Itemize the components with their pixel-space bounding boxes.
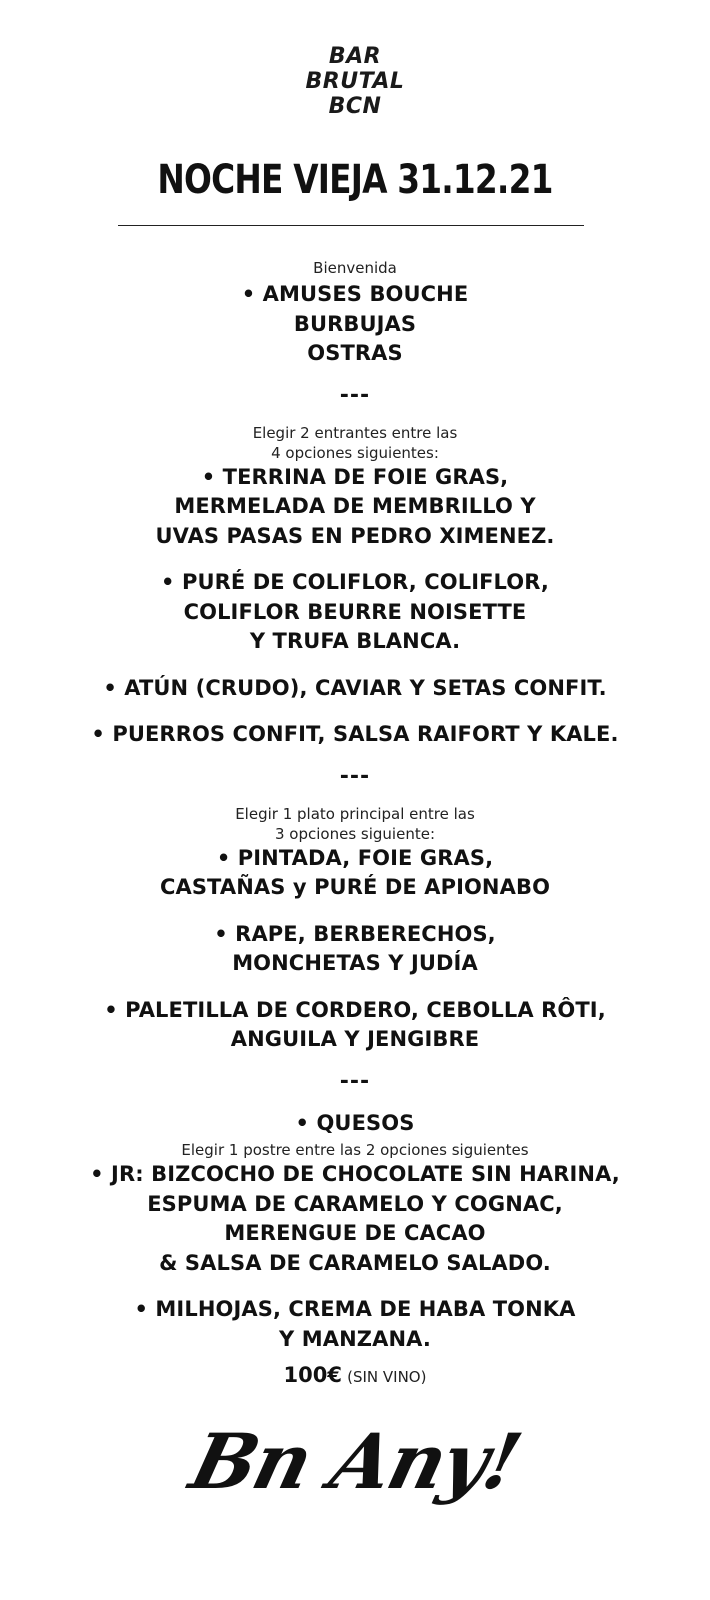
starters-section [0, 423, 710, 750]
dish-line: MERMELADA DE MEMBRILLO Y [174, 494, 536, 518]
dish-line: • ATÚN (CRUDO), CAVIAR Y SETAS CONFIT. [103, 675, 607, 700]
welcome-item: • AMUSES BOUCHE [241, 282, 469, 306]
dish-line: CASTAÑAS y PURÉ DE APIONABO [159, 875, 551, 899]
dish-line: MONCHETAS Y JUDÍA [232, 951, 478, 975]
welcome-intro: Bienvenida [313, 259, 397, 277]
dish-line: ANGUILA Y JENGIBRE [230, 1027, 480, 1051]
price-line [0, 1363, 710, 1387]
dish-line: • PUERROS CONFIT, SALSA RAIFORT Y KALE. [91, 722, 619, 746]
logo-line-bcn: BCN [328, 94, 382, 119]
dessert-dish [0, 1295, 710, 1354]
welcome-item: BURBUJAS [293, 311, 417, 336]
logo-line-bar: BAR [328, 44, 382, 69]
dish-line: COLIFLOR BEURRE NOISETTE [183, 599, 527, 624]
starters-intro-line: Elegir 2 entrantes entre las [252, 423, 458, 442]
dish-line: UVAS PASAS EN PEDRO XIMENEZ. [155, 523, 555, 548]
dish-line: • PALETILLA DE CORDERO, CEBOLLA RÔTI, [104, 997, 606, 1022]
welcome-item: OSTRAS [307, 341, 403, 365]
dish-line: ESPUMA DE CARAMELO Y COGNAC, [147, 1191, 563, 1216]
dish-line: • MILHOJAS, CREMA DE HABA TONKA [134, 1297, 576, 1321]
dish-line: • PINTADA, FOIE GRAS, [216, 845, 494, 870]
main-dish [0, 920, 710, 979]
dish-line: • TERRINA DE FOIE GRAS, [201, 464, 509, 489]
starters-intro-line: 4 opciones siguientes: [271, 443, 439, 462]
dish-line: • RAPE, BERBERECHOS, [214, 921, 496, 946]
title-divider [118, 225, 584, 226]
starter-dish [0, 568, 710, 657]
cheese-item: • QUESOS [295, 1110, 415, 1135]
mains-section [0, 804, 710, 1055]
mains-intro-line: Elegir 1 plato principal entre las [235, 804, 475, 823]
new-year-signature: Bn Any! [182, 1417, 529, 1506]
desserts-section [0, 1109, 710, 1355]
starter-dish [0, 463, 710, 552]
dish-line: & SALSA DE CARAMELO SALADO. [159, 1250, 551, 1275]
main-dish [0, 996, 710, 1055]
dish-line: • PURÉ DE COLIFLOR, COLIFLOR, [161, 570, 549, 594]
welcome-section [0, 258, 710, 369]
section-separator: --- [339, 382, 371, 408]
dish-line: Y MANZANA. [279, 1326, 431, 1351]
dish-line: • JR: BIZCOCHO DE CHOCOLATE SIN HARINA, [90, 1162, 620, 1186]
logo-line-brutal: BRUTAL [305, 69, 405, 94]
price-amount: 100€ [283, 1363, 342, 1387]
section-separator: --- [339, 1068, 371, 1094]
mains-intro-line: 3 opciones siguiente: [275, 824, 435, 843]
desserts-intro: Elegir 1 postre entre las 2 opciones siguientes [181, 1141, 529, 1159]
dish-line: Y TRUFA BLANCA. [249, 629, 461, 653]
menu-body [0, 258, 710, 1354]
starter-dish [0, 720, 710, 750]
price-note: (SIN VINO) [347, 1368, 427, 1386]
page-title: NOCHE VIEJA 31.12.21 [157, 157, 553, 203]
dish-line: MERENGUE DE CACAO [224, 1221, 486, 1245]
main-dish [0, 844, 710, 903]
section-separator: --- [339, 763, 371, 789]
dessert-dish [0, 1160, 710, 1278]
brand-logo [0, 44, 710, 119]
starter-dish [0, 674, 710, 704]
